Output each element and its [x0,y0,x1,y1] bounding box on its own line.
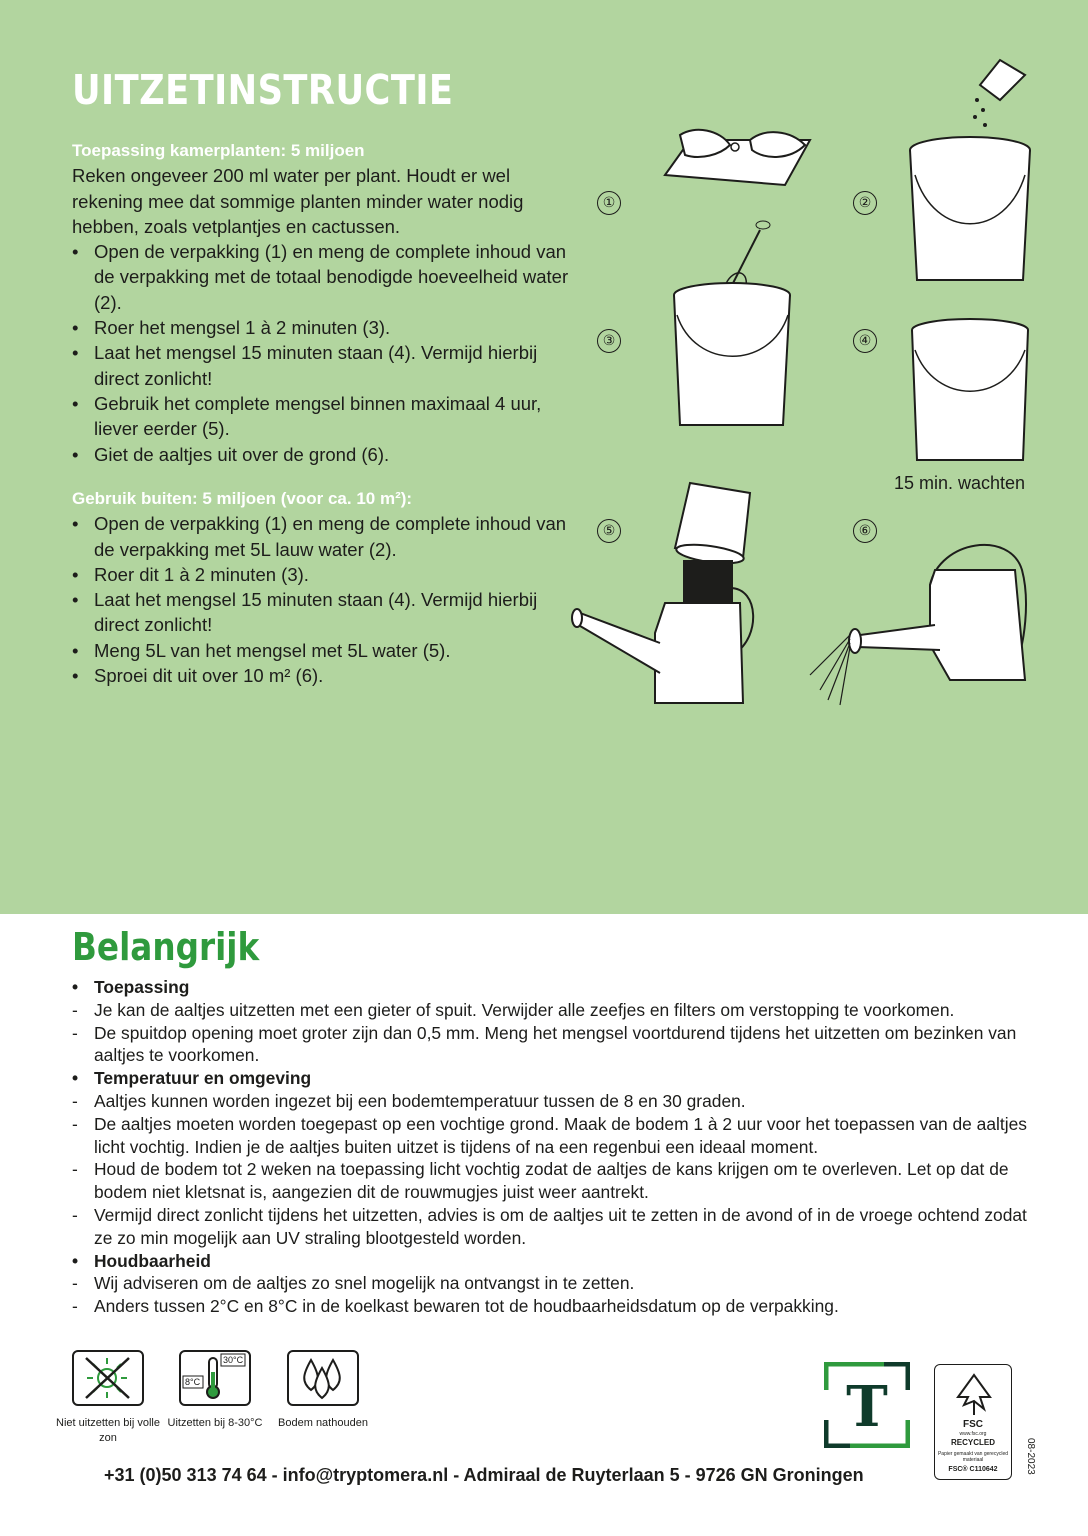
list-item: - Je kan de aaltjes uitzetten met een gieter of spuit. Verwijder alle zeefjes en filters om verstopping te voorkomen. [72,999,1032,1022]
no-sun-icon [72,1350,144,1406]
list-item: - Vermijd direct zonlicht tijdens het uitzetten, advies is om de aaltjes uit te zetten in de avond of in de vroege ochtend zodat ze zo min mogelijk aan UV straling blootgesteld worden. [72,1204,1032,1250]
step-number-5: ⑤ [597,519,621,543]
list-item: - De aaltjes moeten worden toegepast op een vochtige grond. Maak de bodem 1 à 2 uur voor het toepassen van de aaltjes licht vochtig. Indien je de aaltjes buiten uitzet is tijdens of na een regenbui een ideaal moment. [72,1113,1032,1159]
stirring-bucket-illustration [665,210,800,435]
pour-into-can-illustration [565,478,765,708]
indoor-intro: Reken ongeveer 200 ml water per plant. Houdt er wel rekening mee dat sommige planten minder water nodig hebben, zoals vetplantjes en cactussen. [72,165,524,237]
watering-can-illustration [800,525,1040,710]
step-number-4: ④ [853,329,877,353]
outdoor-heading: Gebruik buiten: 5 miljoen (voor ca. 10 m²): [72,489,413,508]
list-item: • Meng 5L van het mengsel met 5L water (5). [72,638,572,663]
low-temp-label: 8°C [185,1377,201,1387]
fsc-tree-icon [954,1371,994,1417]
list-item: - Aaltjes kunnen worden ingezet bij een bodemtemperatuur tussen de 8 en 30 graden. [72,1090,1032,1113]
list-item: • Sproei dit uit over 10 m² (6). [72,663,572,688]
list-item: • Laat het mengsel 15 minuten staan (4). Vermijd hierbij direct zonlicht! [72,340,572,391]
high-temp-label: 30°C [223,1355,244,1365]
section-heading: • Houdbaarheid [72,1250,1032,1273]
section-heading: • Temperatuur en omgeving [72,1067,1032,1090]
footer-contact: +31 (0)50 313 74 64 - info@tryptomera.nl - Admiraal de Ruyterlaan 5 - 9726 GN Groningen [104,1465,864,1485]
outdoor-section [72,486,572,688]
logo-letter: T [846,1374,888,1440]
icon-label: Niet uitzetten bij volle zon [56,1417,160,1444]
fsc-site: www.fsc.org [959,1431,987,1437]
fsc-code: FSC® C110642 [948,1466,998,1473]
open-package-illustration [660,120,820,200]
fsc-note: Papier gemaakt van gerecycled materiaal [937,1451,1009,1463]
fsc-label [934,1364,1012,1480]
icon-label: Bodem nathouden [278,1417,368,1429]
list-item: • Roer dit 1 à 2 minuten (3). [72,562,572,587]
page-title: UITZETINSTRUCTIE [72,66,454,114]
step-number-2: ② [853,191,877,215]
bucket-with-powder-illustration [905,55,1040,290]
indoor-section [72,138,572,467]
company-logo [824,1362,910,1448]
wait-label: 15 min. wachten [894,473,1026,493]
important-section [72,976,1032,1318]
fsc-brand: FSC [963,1419,983,1430]
list-item: - Houd de bodem tot 2 weken na toepassing licht vochtig zodat de aaltjes de kans krijgen om te overleven. Let op dat de bodem niet kletsnat is, aangezien dit de rouwmugjes juist weer aantrekt. [72,1158,1032,1204]
thermometer-icon [179,1350,251,1406]
list-item: • Roer het mengsel 1 à 2 minuten (3). [72,315,572,340]
water-drops-icon [287,1350,359,1406]
indoor-heading: Toepassing kamerplanten: 5 miljoen [72,141,365,160]
list-item: - De spuitdop opening moet groter zijn dan 0,5 mm. Meng het mengsel voortdurend tijdens het uitzetten om bezinken van aaltjes te voorkomen. [72,1022,1032,1068]
waiting-bucket-illustration [905,315,1035,470]
list-item: - Wij adviseren om de aaltjes zo snel mogelijk na ontvangst in te zetten. [72,1272,1032,1295]
list-item: • Open de verpakking (1) en meng de complete inhoud van de verpakking met 5L lauw water (2). [72,511,572,562]
list-item: • Laat het mengsel 15 minuten staan (4). Vermijd hierbij direct zonlicht! [72,587,572,638]
icon-label: Uitzetten bij 8-30°C [167,1417,263,1429]
list-item: • Gebruik het complete mengsel binnen maximaal 4 uur, liever eerder (5). [72,391,572,442]
list-item: • Giet de aaltjes uit over de grond (6). [72,442,572,467]
list-item: • Open de verpakking (1) en meng de complete inhoud van de verpakking met de totaal benodigde hoeveelheid water (2). [72,239,572,315]
step-number-1: ① [597,191,621,215]
step-number-3: ③ [597,329,621,353]
important-title: Belangrijk [72,925,260,969]
section-heading: • Toepassing [72,976,1032,999]
date-code: 08-2023 [1025,1438,1036,1475]
list-item: - Anders tussen 2°C en 8°C in de koelkast bewaren tot de houdbaarheidsdatum op de verpakking. [72,1295,1032,1318]
fsc-recycled: RECYCLED [950,1438,995,1447]
step-number-6: ⑥ [853,519,877,543]
